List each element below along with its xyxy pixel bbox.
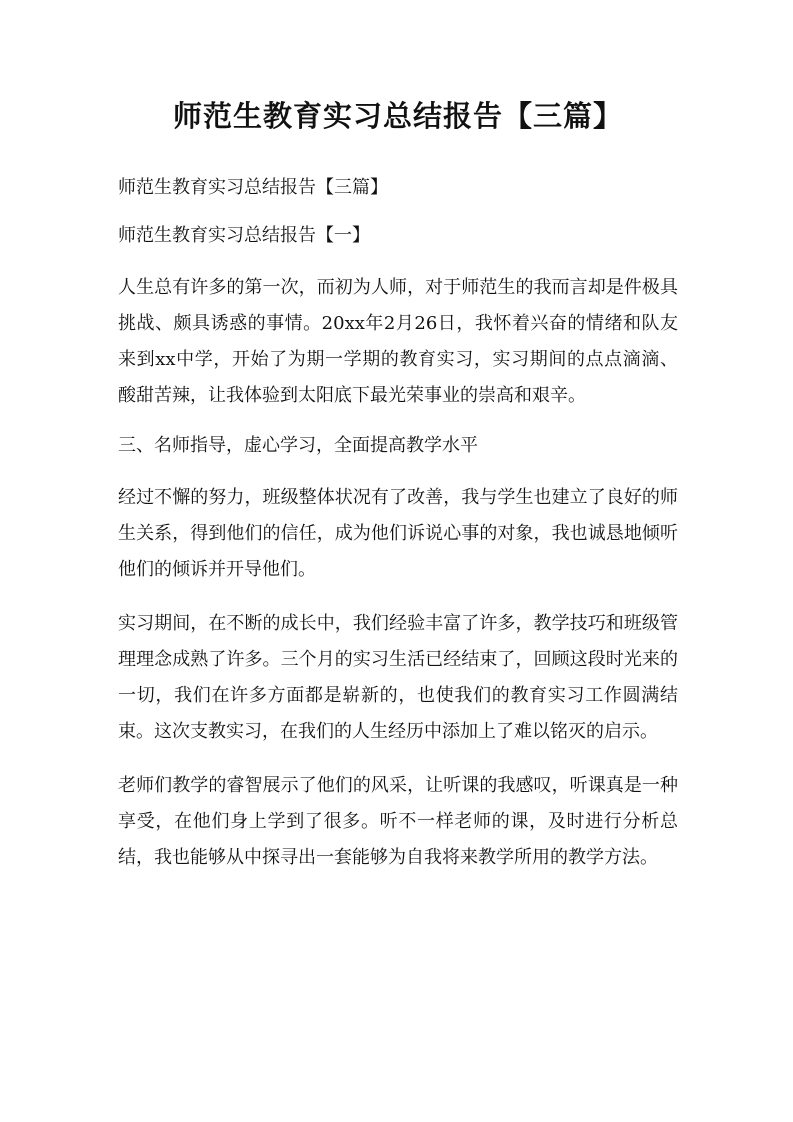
document-title: 师范生教育实习总结报告【三篇】 — [172, 99, 623, 133]
paragraph-teacher-observation: 老师们教学的睿智展示了他们的风采，让听课的我感叹，听课真是一种享受，在他们身上学到了很多。听不一样老师的课，及时进行分析总结，我也能够从中探寻出一套能够为自我将来教学所用的教学方法。 — [118, 775, 678, 868]
paragraph-intro: 人生总有许多的第一次，而初为人师，对于师范生的我而言却是件极具挑战、颇具诱惑的事情。20xx年2月26日，我怀着兴奋的情绪和队友来到xx中学，开始了为期一学期的教育实习，实习期间的点点滴滴、酸甜苦辣，让我体验到太阳底下最光荣事业的崇高和艰辛。 — [118, 277, 678, 406]
section-subheading: 三、名师指导，虚心学习，全面提高教学水平 — [118, 435, 478, 456]
section-heading: 师范生教育实习总结报告【一】 — [118, 225, 370, 246]
document-body — [118, 96, 678, 894]
paragraph-class-improvement: 经过不懈的努力，班级整体状况有了改善，我与学生也建立了良好的师生关系，得到他们的信任，成为他们诉说心事的对象，我也诚恳地倾听他们的倾诉并开导他们。 — [118, 487, 678, 580]
paragraph-internship-growth: 实习期间，在不断的成长中，我们经验丰富了许多，教学技巧和班级管理理念成熟了许多。三个月的实习生活已经结束了，回顾这段时光来的一切，我们在许多方面都是崭新的，也使我们的教育实习工作圆满结束。这次支教实习，在我们的人生经历中添加上了难以铭灭的启示。 — [118, 613, 678, 742]
document-subtitle: 师范生教育实习总结报告【三篇】 — [118, 177, 388, 198]
